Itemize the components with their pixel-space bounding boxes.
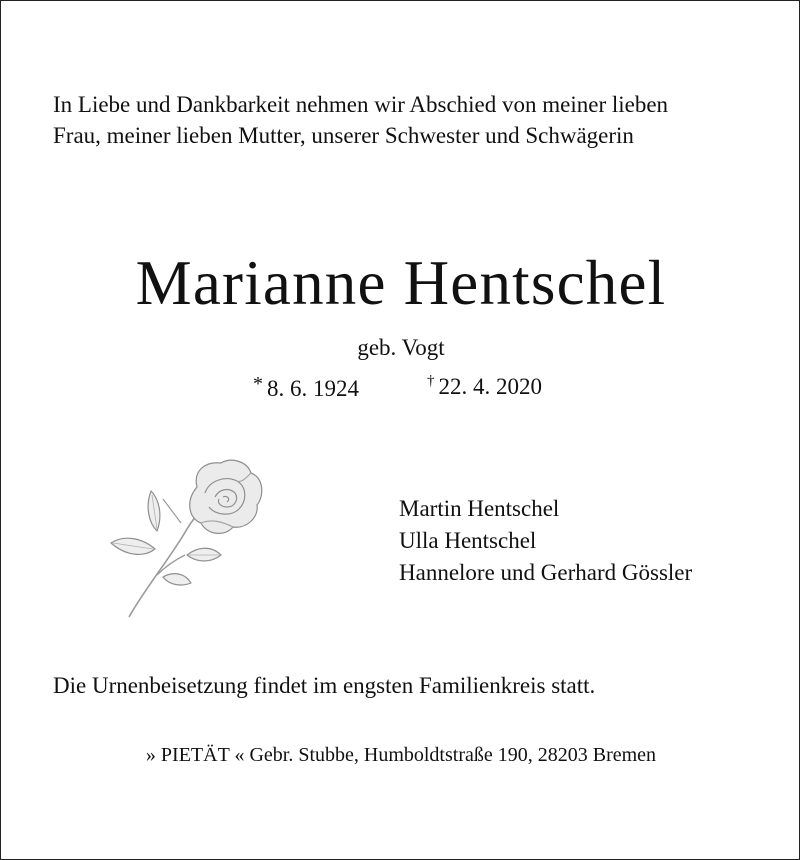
maiden-name: geb. Vogt: [357, 335, 445, 360]
deceased-name: Marianne Hentschel: [135, 248, 667, 318]
death-cross-icon: †: [427, 373, 435, 389]
survivor-name: Hannelore und Gerhard Gössler: [399, 560, 693, 585]
survivors-list: [399, 493, 692, 589]
death-date-group: [427, 373, 542, 400]
birth-date-group: [253, 373, 359, 402]
intro-line-1: In Liebe und Dankbarkeit nehmen wir Abschied von meiner lieben: [53, 92, 669, 117]
intro-line-2: Frau, meiner lieben Mutter, unserer Schwester und Schwägerin: [53, 123, 634, 148]
rose-icon: [101, 457, 269, 621]
survivor-name: Ulla Hentschel: [399, 528, 537, 553]
intro-text: [53, 89, 773, 151]
urn-burial-notice: Die Urnenbeisetzung findet im engsten Familienkreis statt.: [53, 673, 596, 698]
birth-star-icon: *: [253, 373, 263, 395]
undertaker-line: » PIETÄT « Gebr. Stubbe, Humboldtstraße 190, 28203 Bremen: [145, 744, 657, 766]
birth-date: 8. 6. 1924: [267, 376, 359, 401]
death-date: 22. 4. 2020: [438, 374, 542, 399]
survivor-name: Martin Hentschel: [399, 496, 560, 521]
life-dates: [1, 373, 800, 407]
